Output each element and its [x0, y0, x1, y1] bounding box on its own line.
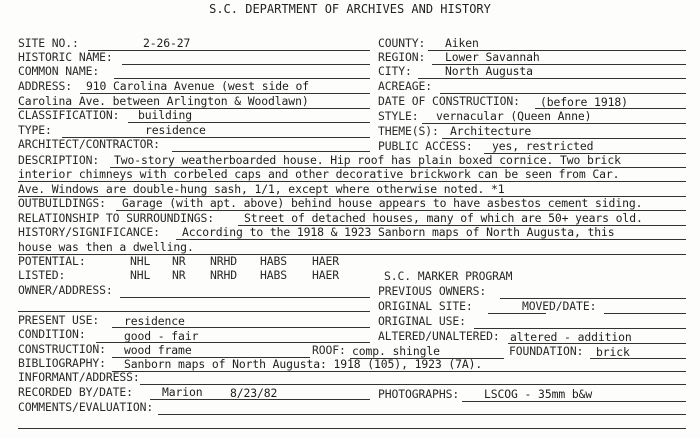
condition-value: good - fair: [124, 329, 199, 343]
recorded-by-label: RECORDED BY/DATE:: [18, 385, 133, 399]
moved-date-line: [604, 313, 686, 314]
region-label: REGION:: [378, 50, 426, 64]
marker-program-heading: S.C. MARKER PROGRAM: [384, 269, 513, 283]
recorded-by-line: [150, 399, 370, 400]
relationship-value: Street of detached houses, many of which are 50+ years old.: [244, 211, 643, 225]
historic-name-line: [122, 64, 370, 65]
bibliography-line: [112, 371, 686, 372]
owner-address-line2: [18, 311, 370, 312]
relationship-label: RELATIONSHIP TO SURROUNDINGS:: [18, 211, 214, 225]
recorded-by-value: Marion: [162, 385, 203, 399]
description-line2-value: interior chimneys with corbeled caps and other decorative brickwork can be seen from Car.: [18, 167, 620, 181]
common-name-label: COMMON NAME:: [18, 64, 100, 78]
address-label: ADDRESS:: [18, 79, 73, 93]
type-label: TYPE:: [18, 123, 52, 137]
description-line1-value: Two-story weatherboarded house. Hip roof has plain boxed cornice. Two brick: [114, 153, 621, 167]
site-no-label: SITE NO.:: [18, 36, 79, 50]
potential-haer: HAER: [312, 254, 340, 268]
construction-value: wood frame: [124, 343, 192, 357]
original-use-line: [474, 328, 686, 329]
city-value: North Augusta: [445, 64, 533, 78]
photographs-line: [462, 401, 686, 402]
listed-nhl: NHL: [130, 268, 151, 282]
date-of-construction-value: (before 1918): [540, 95, 628, 109]
listed-nrhd: NRHD: [210, 268, 238, 282]
potential-nr: NR: [172, 254, 186, 268]
listed-label: LISTED:: [18, 268, 66, 282]
public-access-label: PUBLIC ACCESS:: [378, 139, 473, 153]
potential-nhl: NHL: [130, 254, 151, 268]
history-label: HISTORY/SIGNIFICANCE:: [18, 225, 160, 239]
roof-label: ROOF:: [312, 343, 346, 357]
site-no-value: 2-26-27: [143, 36, 191, 50]
informant-label: INFORMANT/ADDRESS:: [18, 370, 140, 384]
outbuildings-value: Garage (with apt. above) behind house appears to have asbestos cement siding.: [122, 196, 643, 210]
themes-value: Architecture: [450, 124, 532, 138]
description-label: DESCRIPTION:: [18, 153, 100, 167]
recorded-date-value: 8/23/82: [230, 386, 278, 400]
previous-owners-label: PREVIOUS OWNERS:: [378, 284, 487, 298]
description-line3-value: Ave. Windows are double-hung sash, 1/1, except where otherwise noted. *1: [18, 182, 505, 196]
owner-address-line: [120, 297, 370, 298]
date-of-construction-label: DATE OF CONSTRUCTION:: [378, 94, 520, 108]
style-value: vernacular (Queen Anne): [436, 109, 592, 123]
potential-nrhd: NRHD: [210, 254, 238, 268]
altered-value: altered - addition: [510, 330, 632, 344]
form-title: S.C. DEPARTMENT OF ARCHIVES AND HISTORY: [209, 2, 491, 16]
potential-habs: HABS: [260, 254, 288, 268]
original-use-label: ORIGINAL USE:: [378, 314, 466, 328]
region-value: Lower Savannah: [445, 50, 540, 64]
style-label: STYLE:: [378, 109, 419, 123]
listed-nr: NR: [172, 268, 186, 282]
city-label: CITY:: [378, 64, 412, 78]
history-line1-value: According to the 1918 & 1923 Sanborn maps of North Augusta, this: [182, 225, 615, 239]
bibliography-value: Sanborn maps of North Augusta: 1918 (105), 1923 (7A).: [124, 357, 483, 371]
acreage-label: ACREAGE:: [378, 79, 433, 93]
classification-value: building: [138, 108, 193, 122]
type-value: residence: [145, 123, 206, 137]
bibliography-label: BIBLIOGRAPHY:: [18, 356, 106, 370]
present-use-value: residence: [124, 314, 185, 328]
roof-value: comp. shingle: [352, 344, 440, 358]
county-value: Aiken: [445, 36, 479, 50]
address-line1-value: 910 Carolina Avenue (west side of: [86, 79, 310, 93]
history-line2-value: house was then a dwelling.: [18, 240, 194, 254]
present-use-line: [112, 327, 370, 328]
public-access-value: yes, restricted: [492, 139, 594, 153]
classification-label: CLASSIFICATION:: [18, 108, 120, 122]
comments-line2: [18, 428, 686, 429]
comments-label: COMMENTS/EVALUATION:: [18, 400, 154, 414]
architect-label: ARCHITECT/CONTRACTOR:: [18, 137, 160, 151]
listed-habs: HABS: [260, 268, 288, 282]
present-use-label: PRESENT USE:: [18, 313, 100, 327]
historic-name-label: HISTORIC NAME:: [18, 50, 113, 64]
informant-line: [140, 384, 686, 385]
condition-label: CONDITION:: [18, 327, 86, 341]
comments-line: [158, 414, 686, 415]
altered-label: ALTERED/UNALTERED:: [378, 329, 500, 343]
architect-line: [172, 151, 370, 152]
foundation-label: FOUNDATION:: [509, 344, 584, 358]
site-no-line: [88, 50, 370, 51]
foundation-value: brick: [596, 345, 630, 359]
original-site-label: ORIGINAL SITE:: [378, 299, 473, 313]
photographs-label: PHOTOGRAPHS:: [378, 387, 460, 401]
moved-date-label: MOVED/DATE:: [522, 299, 597, 313]
city-line: [418, 78, 686, 79]
listed-haer: HAER: [312, 268, 340, 282]
original-site-line: [488, 313, 546, 314]
owner-address-label: OWNER/ADDRESS:: [18, 283, 113, 297]
foundation-line: [590, 358, 686, 359]
history-line2: [18, 254, 686, 255]
outbuildings-label: OUTBUILDINGS:: [18, 196, 106, 210]
potential-label: POTENTIAL:: [18, 254, 86, 268]
construction-label: CONSTRUCTION:: [18, 342, 106, 356]
history-line1: [176, 239, 686, 240]
county-label: COUNTY:: [378, 36, 426, 50]
address-line2-value: Carolina Ave. between Arlington & Woodlawn): [18, 94, 309, 108]
themes-label: THEME(S):: [378, 124, 439, 138]
photographs-value: LSCOG - 35mm b&w: [484, 387, 593, 401]
